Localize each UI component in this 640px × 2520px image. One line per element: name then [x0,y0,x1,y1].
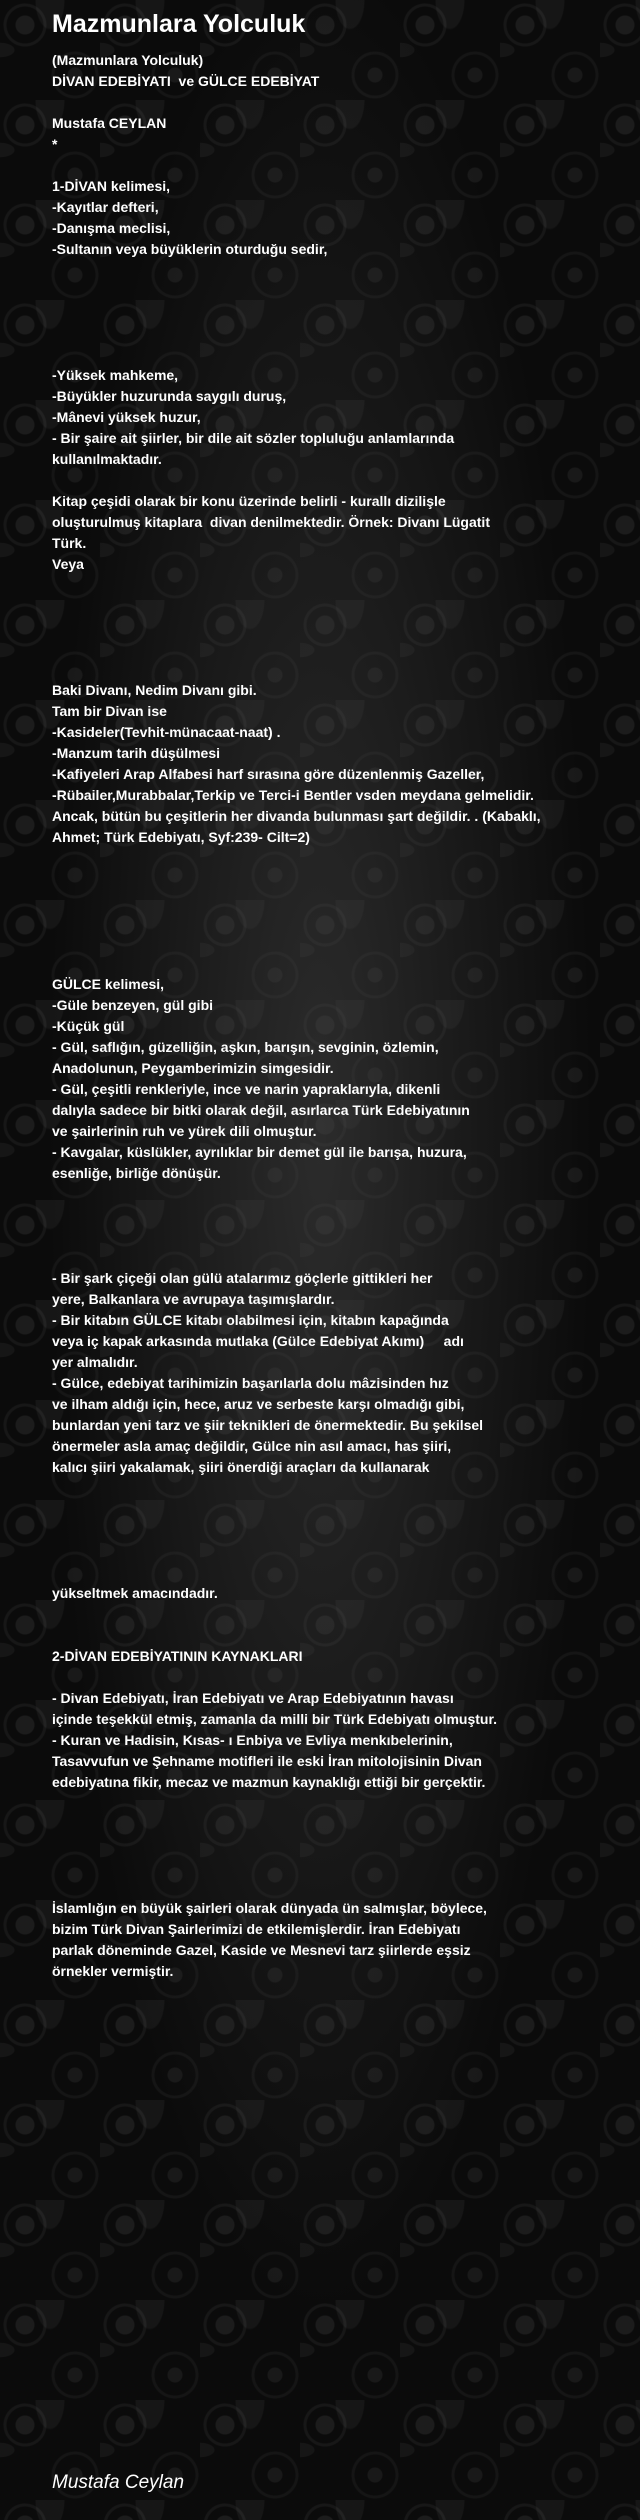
poem-line: ve şairlerinin ruh ve yürek dili olmuştur. [52,1123,317,1139]
poem-line: esenliğe, birliğe dönüşür. [52,1165,221,1181]
blank-line [52,1856,612,1877]
poem-line: - Gül, saflığın, güzelliğin, aşkın, barışın, sevginin, özlemin, [52,1039,439,1055]
blank-line [52,1625,612,1646]
blank-line [52,848,612,869]
poem-line: * [52,136,58,152]
poem-line: -Kasideler(Tevhit-münacaat-naat) . [52,724,281,740]
poem-line: 2-DİVAN EDEBİYATININ KAYNAKLARI [52,1648,303,1664]
blank-line [52,1877,612,1898]
poem-line: -Büyükler huzurunda saygılı duruş, [52,388,287,404]
poem-line: -Yüksek mahkeme, [52,367,179,383]
poem-line: (Mazmunlara Yolculuk) [52,52,204,68]
poem-body [52,50,612,1982]
page-title: Mazmunlara Yolculuk [52,10,306,38]
poem-line: Mustafa CEYLAN [52,115,167,131]
poem-line: bunlardan yeni tarz ve şiir teknikleri de önermektedir. Bu şekilsel [52,1417,484,1433]
blank-line [52,1226,612,1247]
blank-line [52,575,612,596]
poem-line: DİVAN EDEBİYATI ve GÜLCE EDEBİYAT [52,73,320,89]
blank-line [52,659,612,680]
blank-line [52,302,612,323]
poem-line: -Mânevi yüksek huzur, [52,409,201,425]
blank-line [52,869,612,890]
poem-line: örnekler vermiştir. [52,1963,174,1979]
poem-line: yere, Balkanlara ve avrupaya taşımışlardır. [52,1291,335,1307]
blank-line [52,596,612,617]
poem-line: edebiyatına fikir, mecaz ve mazmun kaynaklığı ettiği bir gerçektir. [52,1774,486,1790]
poem-line: -Kayıtlar defteri, [52,199,159,215]
poem-line: Kitap çeşidi olarak bir konu üzerinde belirli - kurallı dizilişle [52,493,446,509]
poem-line: Veya [52,556,84,572]
poem-line: - Gülce, edebiyat tarihimizin başarılarla dolu mâzisinden hız [52,1375,449,1391]
blank-line [52,1667,612,1688]
blank-line [52,344,612,365]
poem-line: Ahmet; Türk Edebiyatı, Syf:239- Cilt=2) [52,829,310,845]
blank-line [52,1205,612,1226]
blank-line [52,92,612,113]
poem-line: kalıcı şiiri yakalamak, şiiri önerdiği araçları da kullanarak [52,1459,430,1475]
poem-line: ve ilham aldığı için, hece, aruz ve serbeste karşı olmadığı gibi, [52,1396,465,1412]
blank-line [52,911,612,932]
blank-line [52,617,612,638]
poem-line: kullanılmaktadır. [52,451,162,467]
poem-line: Türk. [52,535,87,551]
poem-line: - Divan Edebiyatı, İran Edebiyatı ve Arap Edebiyatının havası [52,1690,454,1706]
poem-line: - Kuran ve Hadisin, Kısas- ı Enbiya ve Evliya menkıbelerinin, [52,1732,453,1748]
poem-line: bizim Türk Divan Şairlerimizi de etkilemişlerdir. İran Edebiyatı [52,1921,461,1937]
blank-line [52,1499,612,1520]
blank-line [52,1835,612,1856]
blank-line [52,1247,612,1268]
poem-line: parlak döneminde Gazel, Kaside ve Mesnevi tarz şiirlerde eşsiz [52,1942,471,1958]
poem-line: İslamlığın en büyük şairleri olarak dünyada ün salmışlar, böylece, [52,1900,487,1916]
poem-line: -Manzum tarih düşülmesi [52,745,221,761]
blank-line [52,1184,612,1205]
blank-line [52,323,612,344]
blank-line [52,1793,612,1814]
poem-line: GÜLCE kelimesi, [52,976,165,992]
poem-line: oluşturulmuş kitaplara divan denilmektedir. Örnek: Divanı Lügatit [52,514,490,530]
author-signature: Mustafa Ceylan [52,2472,185,2493]
poem-line: - Gül, çeşitli renkleriyle, ince ve narin yapraklarıyla, dikenli [52,1081,441,1097]
poem-line: yükseltmek amacındadır. [52,1585,218,1601]
poem-line: Baki Divanı, Nedim Divanı gibi. [52,682,257,698]
poem-line: -Sultanın veya büyüklerin oturduğu sedir, [52,241,328,257]
blank-line [52,155,612,176]
poem-line: Ancak, bütün bu çeşitlerin her divanda bulunması şart değildir. . (Kabaklı, [52,808,541,824]
blank-line [52,1478,612,1499]
poem-line: dalıyla sadece bir bitki olarak değil, asırlarca Türk Edebiyatının [52,1102,470,1118]
blank-line [52,1814,612,1835]
poem-line: -Küçük gül [52,1018,125,1034]
blank-line [52,638,612,659]
blank-line [52,1604,612,1625]
blank-line [52,1541,612,1562]
blank-line [52,470,612,491]
poem-line: Tam bir Divan ise [52,703,167,719]
blank-line [52,953,612,974]
poem-line: -Güle benzeyen, gül gibi [52,997,214,1013]
poem-line: - Bir kitabın GÜLCE kitabı olabilmesi için, kitabın kapağında [52,1312,449,1328]
poem-line: -Kafiyeleri Arap Alfabesi harf sırasına göre düzenlenmiş Gazeller, [52,766,485,782]
blank-line [52,1562,612,1583]
poem-line: içinde teşekkül etmiş, zamanla da milli bir Türk Edebiyatı olmuştur. [52,1711,498,1727]
blank-line [52,932,612,953]
poem-line: -Danışma meclisi, [52,220,171,236]
blank-line [52,1520,612,1541]
poem-line: - Kavgalar, küslükler, ayrılıklar bir demet gül ile barışa, huzura, [52,1144,467,1160]
poem-line: Anadolunun, Peygamberimizin simgesidir. [52,1060,334,1076]
poem-line: -Rübailer,Murabbalar,Terkip ve Terci-i Bentler vsden meydana gelmelidir. [52,787,534,803]
poem-line: veya iç kapak arkasında mutlaka (Gülce Edebiyat Akımı) adı [52,1333,464,1349]
poem-line: önermeler asla amaç değildir, Gülce nin asıl amacı, has şiiri, [52,1438,452,1454]
poem-line: - Bir şaire ait şiirler, bir dile ait sözler topluluğu anlamlarında [52,430,455,446]
blank-line [52,890,612,911]
blank-line [52,260,612,281]
poem-line: Tasavvufun ve Şehname motifleri ile eski İran mitolojisinin Divan [52,1753,482,1769]
poem-line: yer almalıdır. [52,1354,138,1370]
poem-line: - Bir şark çiçeği olan gülü atalarımız göçlerle gittikleri her [52,1270,433,1286]
blank-line [52,281,612,302]
poem-line: 1-DİVAN kelimesi, [52,178,171,194]
